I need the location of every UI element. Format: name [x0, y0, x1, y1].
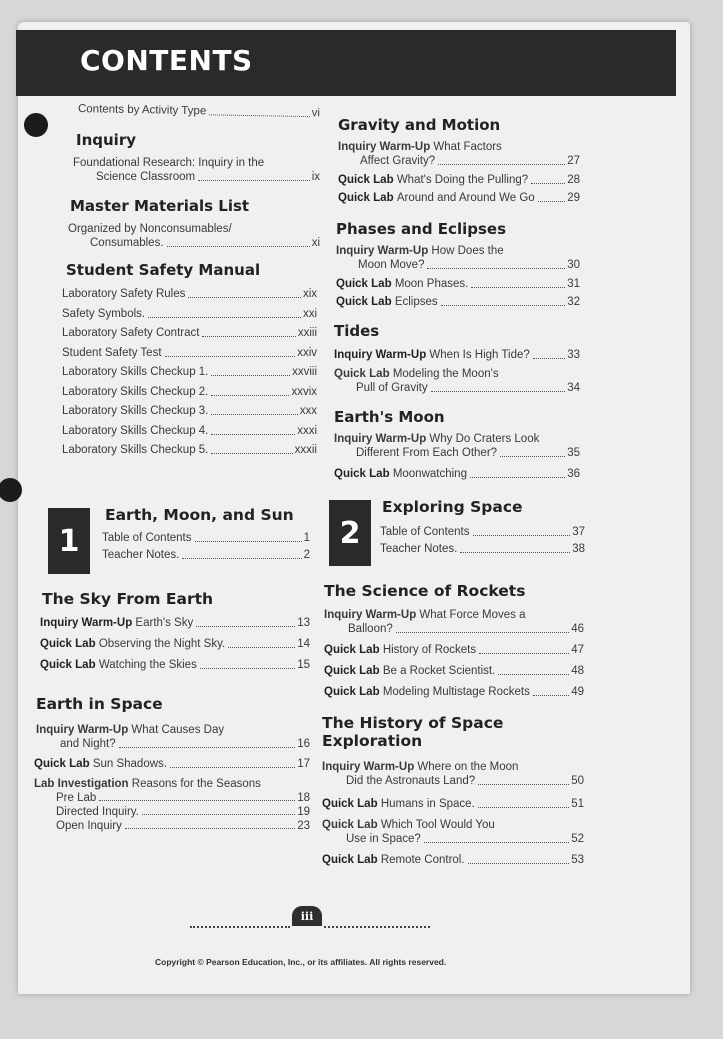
entry-type: Quick Lab [338, 192, 394, 204]
entry-label: Did the Astronauts Land? [346, 775, 476, 787]
section-heading-earth-in-space: Earth in Space [36, 695, 163, 713]
leader-dots [396, 632, 569, 633]
entry-label: Directed Inquiry. [56, 806, 139, 818]
entry-label: History of Rockets [382, 644, 477, 656]
entry-page: xxx [299, 405, 317, 417]
section-heading-inquiry: Inquiry [76, 131, 136, 149]
toc-entry[interactable] [62, 307, 317, 322]
entry-label: Sun Shadows. [92, 758, 167, 770]
unit-2-sections [322, 582, 584, 868]
entry-page: 29 [567, 192, 580, 204]
section-heading-gravity: Gravity and Motion [338, 116, 501, 134]
page-number: iii [292, 906, 322, 926]
entry-label: What Force Moves a [419, 609, 526, 621]
entry-label: Be a Rocket Scientist. [382, 665, 496, 677]
entry-label: Laboratory Skills Checkup 2. [62, 385, 209, 398]
entry-label: Earth's Sky [135, 617, 194, 629]
section-heading-tides: Tides [334, 322, 380, 340]
entry-label-group [62, 365, 208, 380]
entry-page: xxiii [297, 327, 317, 339]
entry-label-group [62, 346, 162, 361]
entry-page: 49 [571, 686, 584, 698]
warmup-line [334, 140, 580, 154]
leader-dots [211, 395, 289, 396]
leader-dots [211, 375, 290, 376]
toc-entry[interactable] [322, 853, 584, 868]
toc-entry[interactable] [58, 236, 320, 251]
section-heading-earths-moon: Earth's Moon [334, 408, 445, 426]
lab-line [334, 367, 580, 381]
entry-page: 36 [567, 468, 580, 480]
entry-label: Teacher Notes. [102, 549, 180, 561]
unit-1-items [102, 531, 310, 563]
entry-label: Laboratory Skills Checkup 4. [62, 424, 209, 437]
entry-label: What's Doing the Pulling? [396, 174, 529, 186]
entry-label-group [62, 424, 208, 439]
entry-label: Open Inquiry [56, 820, 122, 832]
entry-label: Use in Space? [346, 833, 421, 845]
entry-label: Why Do Craters Look [429, 433, 540, 445]
entry-page: 27 [567, 155, 580, 167]
entry-label: Modeling the Moon's [392, 368, 499, 380]
toc-entry[interactable] [62, 385, 317, 400]
entry-page: 1 [303, 532, 310, 544]
entry-label-group [62, 287, 185, 302]
leader-dots [473, 535, 571, 536]
leader-dots [438, 164, 565, 165]
leader-dots [468, 863, 570, 864]
toc-entry[interactable] [334, 258, 580, 273]
toc-entry[interactable] [334, 446, 580, 461]
entry-page: 13 [297, 617, 310, 629]
entry-label: Modeling Multistage Rockets [382, 686, 530, 698]
toc-entry[interactable] [40, 637, 310, 652]
entry-label: Different From Each Other? [356, 447, 498, 459]
entry-page: 34 [567, 382, 580, 394]
entry-type: Inquiry Warm-Up [324, 609, 417, 621]
unit-2-items [380, 525, 585, 557]
entry-label: Which Tool Would You [380, 819, 495, 831]
entry-label: How Does the [431, 245, 504, 257]
entry-page: ix [311, 171, 320, 183]
entry-type: Inquiry Warm-Up [334, 349, 427, 361]
entry-label-group [62, 443, 208, 458]
investigation-line [34, 777, 310, 791]
toc-entry[interactable] [34, 737, 310, 752]
entry-type: Inquiry Warm-Up [36, 724, 129, 736]
entry-page: 16 [297, 738, 310, 750]
entry-label: Laboratory Skills Checkup 1. [62, 366, 209, 378]
entry-label: Safety Symbols. [62, 307, 146, 320]
entry-label-group [40, 637, 225, 652]
entry-page: vi [311, 107, 321, 120]
entry-type: Inquiry Warm-Up [322, 761, 415, 773]
entry-page: 2 [303, 549, 310, 561]
leader-dots [188, 297, 301, 298]
section-heading-phases: Phases and Eclipses [336, 220, 506, 238]
leader-dots [170, 767, 295, 768]
entry-label-group [324, 664, 495, 679]
entry-label: When Is High Tide? [429, 349, 530, 361]
entry-label: Moonwatching [392, 468, 467, 480]
toc-entry[interactable] [334, 381, 580, 396]
entry-page: xxiv [297, 346, 317, 359]
entry-label: and Night? [60, 738, 116, 750]
leader-dots [200, 668, 295, 669]
entry-label: Laboratory Skills Checkup 5. [62, 444, 209, 456]
toc-entry[interactable] [322, 774, 584, 789]
leader-dots [167, 246, 310, 247]
entry-label: Table of Contents [380, 526, 470, 538]
entry-label-group [56, 791, 96, 805]
toc-entry[interactable] [62, 404, 317, 419]
toc-entry[interactable] [102, 531, 310, 546]
toc-entry[interactable] [56, 805, 310, 819]
entry-type: Quick Lab [338, 174, 394, 186]
entry-label: Teacher Notes. [380, 543, 458, 555]
entry-label: Table of Contents [102, 532, 192, 544]
entry-label-group [324, 643, 476, 658]
entry-page: 48 [571, 665, 584, 677]
entry-page: 35 [567, 447, 580, 459]
entry-page: 38 [572, 543, 585, 555]
entry-label-group [56, 819, 122, 833]
leader-dots [538, 201, 566, 202]
unit-2-title: Exploring Space [382, 498, 523, 516]
leader-dots [470, 477, 565, 478]
entry-type: Quick Lab [322, 819, 378, 831]
leader-dots [211, 453, 292, 454]
binder-hole-top [24, 113, 48, 137]
toc-entry[interactable] [334, 173, 580, 188]
entry-page: xi [311, 237, 320, 249]
entry-line: Organized by Nonconsumables/ [68, 223, 232, 235]
section-heading-materials: Master Materials List [70, 197, 250, 215]
section-heading-history: The History of Space Exploration [322, 714, 504, 750]
toc-entry[interactable] [322, 797, 584, 812]
leader-dots [198, 180, 310, 181]
entry-label-group [62, 326, 199, 341]
unit-number: 1 [58, 523, 80, 559]
warmup-line [34, 723, 310, 737]
toc-entry[interactable] [322, 622, 584, 637]
entry-type: Quick Lab [336, 278, 392, 290]
entry-type: Inquiry Warm-Up [338, 141, 431, 153]
leader-dots [99, 800, 295, 801]
leader-dots [209, 114, 309, 117]
entry-label: Laboratory Safety Contract [62, 327, 200, 339]
entry-page: 28 [567, 174, 580, 186]
entry-label: Reasons for the Seasons [131, 778, 261, 790]
entry-type: Lab Investigation [34, 778, 129, 790]
entry-label: Eclipses [394, 296, 438, 308]
entry-page: 52 [571, 833, 584, 845]
toc-entry[interactable] [56, 791, 310, 805]
entry-type: Inquiry Warm-Up [336, 245, 429, 257]
leader-dots [498, 674, 569, 675]
entry-page: 50 [571, 775, 584, 787]
entry-label: Pre Lab [56, 792, 97, 804]
entry-label: Consumables. [90, 237, 164, 249]
warmup-line [322, 608, 584, 622]
unit-2-badge [329, 500, 371, 566]
leader-dots [228, 647, 295, 648]
page-title: CONTENTS [80, 44, 253, 77]
toc-entry[interactable] [334, 467, 580, 482]
section-heading-sky: The Sky From Earth [42, 590, 214, 608]
entry-page: 33 [567, 349, 580, 361]
leader-dots [119, 747, 296, 748]
entry-type: Quick Lab [334, 368, 390, 380]
entry-page: xxvix [291, 385, 317, 398]
sky-list [34, 616, 310, 673]
entry-label: Moon Move? [358, 259, 425, 271]
unit-number: 2 [339, 515, 361, 551]
toc-entry[interactable] [324, 664, 584, 679]
entry-page: 37 [572, 526, 585, 538]
leader-dots [165, 356, 296, 357]
toc-entry[interactable] [62, 346, 317, 361]
entry-label: Laboratory Skills Checkup 3. [62, 405, 209, 417]
toc-entry[interactable] [380, 542, 585, 557]
entry-label: Remote Control. [380, 854, 465, 866]
toc-entry[interactable] [334, 191, 580, 206]
entry-label-group [56, 805, 139, 819]
entry-label-group [62, 404, 208, 419]
entry-page: 14 [297, 638, 310, 650]
toc-entry[interactable] [334, 295, 580, 310]
entry-page: xxviii [292, 366, 317, 378]
unit-1-sections [34, 590, 310, 833]
entry-type: Quick Lab [322, 854, 378, 866]
leader-dots [142, 814, 295, 815]
toc-entry[interactable] [62, 443, 317, 458]
entry-label: Affect Gravity? [360, 155, 436, 167]
toc-entry[interactable] [62, 326, 317, 341]
toc-entry[interactable] [40, 616, 310, 631]
footer-rule-right [324, 926, 430, 928]
toc-entry[interactable] [324, 643, 584, 658]
entry-type: Quick Lab [324, 665, 380, 677]
right-top-column [334, 116, 580, 482]
entry-page: xix [302, 288, 317, 300]
toc-entry[interactable] [334, 277, 580, 292]
leader-dots [441, 305, 566, 306]
warmup-line [322, 760, 584, 774]
section-heading-rockets: The Science of Rockets [324, 582, 526, 600]
toc-entry[interactable] [62, 365, 317, 380]
entry-page: xxxi [297, 424, 317, 437]
entry-page: 15 [297, 659, 310, 671]
leader-dots [533, 695, 569, 696]
copyright-notice: Copyright © Pearson Education, Inc., or its affiliates. All rights reserved. [155, 957, 447, 967]
leader-dots [125, 828, 295, 829]
footer-rule-left [190, 926, 290, 928]
entry-type: Quick Lab [334, 468, 390, 480]
leader-dots [478, 807, 569, 808]
entry-label-group [40, 658, 197, 673]
entry-label: Laboratory Safety Rules [62, 288, 186, 300]
toc-entry[interactable] [334, 154, 580, 169]
entry-label: What Causes Day [131, 724, 225, 736]
entry-type: Quick Lab [40, 659, 96, 671]
entry-page: 53 [571, 854, 584, 866]
entry-label: Science Classroom [96, 171, 196, 183]
entry-label: Student Safety Test [62, 346, 162, 359]
investigation-sublist [34, 791, 310, 833]
leader-dots [196, 626, 295, 627]
entry-label-group [62, 307, 145, 322]
entry-page: xxi [302, 307, 317, 320]
entry-label: Watching the Skies [98, 659, 197, 671]
entry-type: Quick Lab [324, 644, 380, 656]
toc-entry[interactable] [102, 548, 310, 563]
left-top-column [58, 104, 320, 463]
entry-label: Balloon? [348, 623, 393, 635]
leader-dots [202, 336, 295, 337]
entry-label: Humans in Space. [380, 798, 475, 810]
safety-list [58, 287, 317, 458]
leader-dots [182, 558, 301, 559]
toc-entry[interactable] [62, 424, 317, 439]
leader-dots [148, 317, 301, 318]
entry-page: 46 [571, 623, 584, 635]
entry-page: 32 [567, 296, 580, 308]
entry-label: Around and Around We Go [396, 192, 535, 204]
entry-label: Contents by Activity Type [77, 103, 207, 118]
entry-label: Pull of Gravity [356, 382, 428, 394]
rocket-labs [322, 643, 584, 700]
entry-page: 17 [297, 758, 310, 770]
entry-page: 30 [567, 259, 580, 271]
leader-dots [478, 784, 569, 785]
warmup-line [334, 432, 580, 446]
toc-entry[interactable] [56, 819, 310, 833]
entry-type: Quick Lab [34, 758, 90, 770]
toc-entry[interactable] [58, 170, 320, 185]
entry-page: 18 [297, 792, 310, 804]
toc-entry[interactable] [334, 348, 580, 363]
warmup-line [334, 244, 580, 258]
toc-entry[interactable] [40, 658, 310, 673]
leader-dots [424, 842, 569, 843]
toc-entry[interactable] [380, 525, 585, 540]
entry-type: Inquiry Warm-Up [334, 433, 427, 445]
entry-page: 19 [297, 806, 310, 818]
unit-1-badge [48, 508, 90, 574]
entry-page: 51 [571, 798, 584, 810]
toc-entry[interactable] [62, 287, 317, 302]
entry-type: Quick Lab [336, 296, 392, 308]
toc-entry[interactable] [324, 685, 584, 700]
entry-page: xxxii [294, 444, 317, 456]
lab-line [322, 818, 584, 832]
entry-type: Quick Lab [322, 798, 378, 810]
leader-dots [195, 541, 302, 542]
entry-label: Observing the Night Sky. [98, 638, 226, 650]
entry-type: Quick Lab [324, 686, 380, 698]
entry-label: Where on the Moon [417, 761, 519, 773]
leader-dots [533, 358, 565, 359]
entry-page: 31 [567, 278, 580, 290]
entry-type: Quick Lab [40, 638, 96, 650]
leader-dots [471, 287, 565, 288]
entry-line: Foundational Research: Inquiry in the [73, 157, 265, 169]
leader-dots [211, 434, 295, 435]
entry-label-group [62, 385, 208, 400]
entry-label: What Factors [433, 141, 502, 153]
leader-dots [211, 414, 297, 415]
entry-page: 23 [297, 820, 310, 832]
section-heading-safety: Student Safety Manual [66, 261, 261, 279]
entry-type: Inquiry Warm-Up [40, 617, 133, 629]
leader-dots [500, 456, 565, 457]
leader-dots [427, 268, 565, 269]
toc-entry[interactable] [322, 832, 584, 847]
entry-label-group [324, 685, 530, 700]
toc-entry[interactable] [34, 757, 310, 772]
entry-label-group [40, 616, 193, 631]
entry-label: Moon Phases. [394, 278, 469, 290]
entry-page: 47 [571, 644, 584, 656]
leader-dots [460, 552, 570, 553]
unit-1-title: Earth, Moon, and Sun [105, 506, 294, 524]
leader-dots [431, 391, 566, 392]
leader-dots [531, 183, 565, 184]
leader-dots [479, 653, 569, 654]
